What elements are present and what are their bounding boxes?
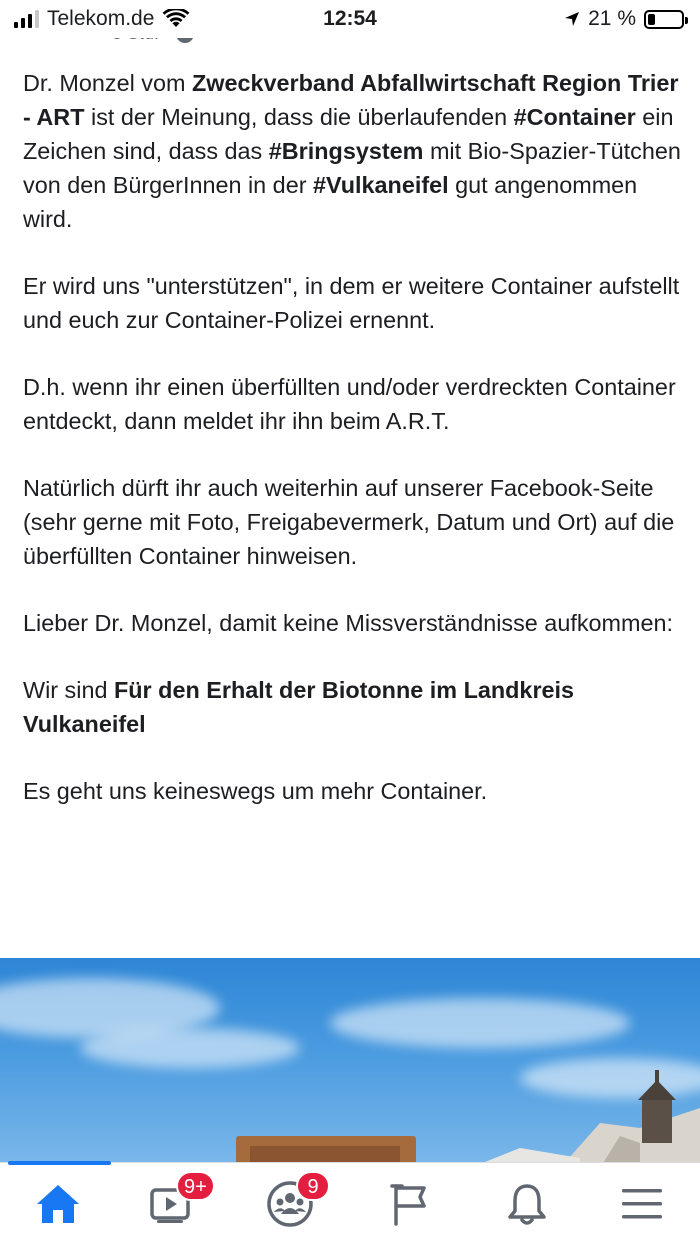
battery-level — [648, 14, 655, 25]
post-bold-text: #Container — [513, 104, 636, 130]
tab-watch[interactable] — [140, 1176, 207, 1231]
tab-menu[interactable] — [610, 1177, 674, 1231]
post-text — [23, 66, 683, 841]
clock: 12:54 — [323, 7, 377, 30]
post-text-run: ein Zeichen sind, dass das — [23, 104, 674, 164]
tab-pages[interactable] — [378, 1177, 442, 1231]
watch-badge: 9+ — [176, 1171, 215, 1201]
post-paragraph — [23, 471, 683, 573]
post-paragraph — [23, 66, 683, 236]
home-icon — [35, 1183, 81, 1225]
post-text-run: Es geht uns keineswegs um mehr Container. — [23, 778, 488, 804]
post-paragraph — [23, 606, 683, 640]
post-bold-text: #Vulkaneifel — [313, 172, 449, 198]
post-text-run: Er wird uns "unterstützen", in dem er weitere Container aufstellt und euch zur Container-Polizei ernennt. — [23, 273, 680, 333]
menu-icon — [620, 1186, 664, 1222]
flag-icon — [390, 1182, 430, 1226]
post-text-run: Lieber Dr. Monzel, damit keine Missverständnisse aufkommen: — [23, 610, 674, 636]
status-bar — [0, 0, 700, 38]
post-paragraph — [23, 774, 683, 808]
active-tab-indicator — [8, 1161, 111, 1165]
post-paragraph — [23, 269, 683, 337]
status-right — [564, 7, 684, 31]
post-photo[interactable] — [0, 958, 700, 1168]
post-text-run: gut angenommen wird. — [23, 172, 638, 232]
post-bold-text: #Bringsystem — [268, 138, 424, 164]
battery-icon — [644, 10, 684, 29]
post-paragraph — [23, 673, 683, 741]
location-arrow-icon — [564, 11, 580, 27]
post-text-run: Wir sind — [23, 677, 114, 703]
groups-badge: 9 — [296, 1171, 330, 1201]
tab-groups[interactable] — [258, 1177, 322, 1231]
post-bold-text: Für den Erhalt der Biotonne im Landkreis Vulkaneifel — [23, 677, 575, 737]
post-text-run: ist der Meinung, dass die überlaufenden — [84, 104, 514, 130]
battery-percent: 21 % — [588, 7, 636, 30]
post-text-run: Dr. Monzel vom — [23, 70, 192, 96]
photo-scene — [0, 958, 700, 1168]
carrier-label: Telekom.de — [47, 7, 155, 30]
bell-icon — [506, 1181, 548, 1227]
bottom-tab-bar — [0, 1162, 700, 1245]
post-text-run: mit Bio-Spazier-Tütchen von den BürgerInnen in der — [23, 138, 681, 198]
post-bold-text: Zweckverband Abfallwirtschaft Region Trier - ART — [23, 70, 679, 130]
post-text-run: D.h. wenn ihr einen überfüllten und/oder verdreckten Container entdeckt, dann meldet ihr ihn beim A.R.T. — [23, 374, 676, 434]
tab-home[interactable] — [26, 1177, 90, 1231]
post-text-run: Natürlich dürft ihr auch weiterhin auf unserer Facebook-Seite (sehr gerne mit Foto, Freigabevermerk, Datum und Ort) auf die überfüllten Container hinweisen. — [23, 475, 675, 569]
post-paragraph — [23, 370, 683, 438]
tab-notifications[interactable] — [495, 1177, 559, 1231]
